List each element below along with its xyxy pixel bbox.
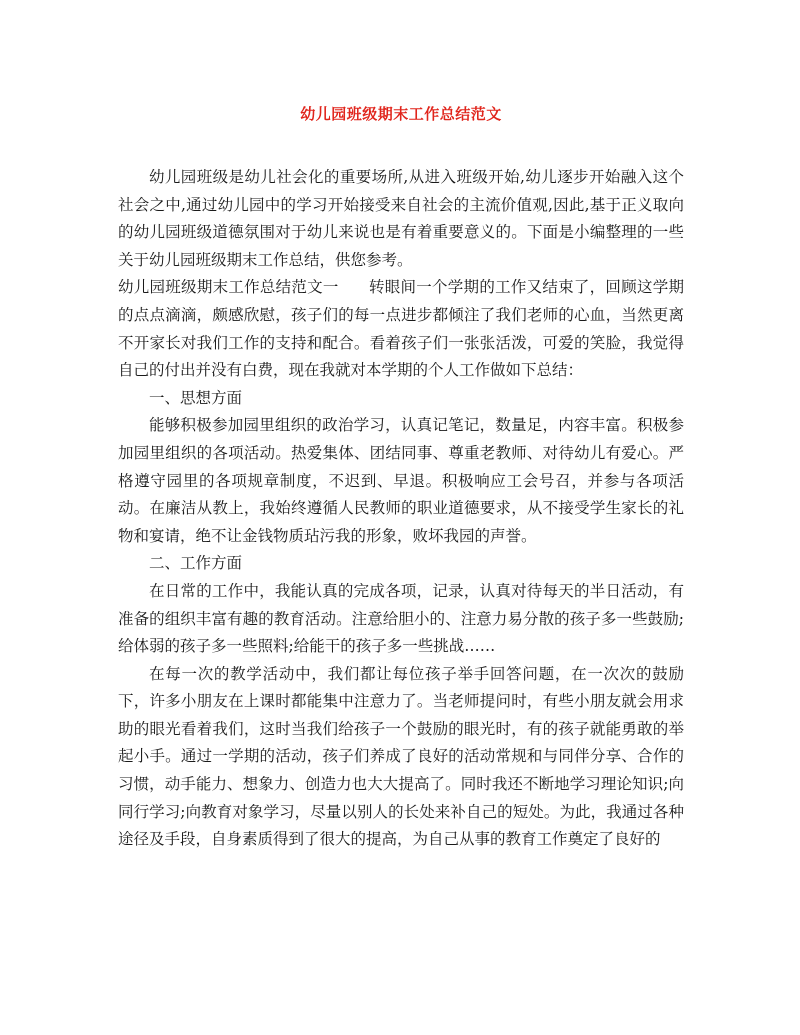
sample-label: 幼儿园班级期末工作总结范文一	[118, 278, 339, 297]
document-title: 幼儿园班级期末工作总结范文	[300, 105, 502, 123]
section-heading-thought: 一、思想方面	[149, 388, 243, 407]
sample-opening: 转眼间一个学期的工作又结束了，回顾这学期的点点滴滴，颇感欣慰，孩子们的每一点进步都倾注了我们老师的心血，当然更离不开家长对我们工作的支持和配合。看着孩子们一张张活泼，可爱的笑脸，我觉得自己的付出并没有白费，现在我就对本学期的个人工作做如下总结：	[118, 278, 684, 380]
section-body-work-2: 在每一次的教学活动中，我们都让每位孩子举手回答问题，在一次次的鼓励下，许多小朋友在上课时都能集中注意力了。当老师提问时，有些小朋友就会用求助的眼光看着我们，这时当我们给孩子一个鼓励的眼光时，有的孩子就能勇敢的举起小手。通过一学期的活动，孩子们养成了良好的活动常规和与同伴分享、合作的习惯，动手能力、想象力、创造力也大大提高了。同时我还不断地学习理论知识;向同行学习;向教育对象学习，尽量以别人的长处来补自己的短处。为此，我通过各种途径及手段，自身素质得到了很大的提高，为自己从事的教育工作奠定了良好的	[118, 664, 684, 849]
section-body-work-1: 在日常的工作中，我能认真的完成各项，记录，认真对待每天的半日活动，有准备的组织丰富有趣的教育活动。注意给胆小的、注意力易分散的孩子多一些鼓励;给体弱的孩子多一些照料;给能干的孩子多一些挑战……	[118, 581, 684, 656]
sample-paragraph	[118, 274, 684, 384]
document-page	[118, 104, 684, 854]
section-body-thought: 能够积极参加园里组织的政治学习，认真记笔记，数量足，内容丰富。积极参加园里组织的各项活动。热爱集体、团结同事、尊重老教师、对待幼儿有爱心。严格遵守园里的各项规章制度，不迟到、早退。积极响应工会号召，并参与各项活动。在廉洁从教上，我始终遵循人民教师的职业道德要求，从不接受学生家长的礼物和宴请，绝不让金钱物质玷污我的形象，败坏我园的声誉。	[118, 416, 684, 545]
section-heading-work: 二、工作方面	[149, 554, 243, 573]
intro-paragraph: 幼儿园班级是幼儿社会化的重要场所,从进入班级开始,幼儿逐步开始融入这个社会之中,通过幼儿园中的学习开始接受来自社会的主流价值观,因此,基于正义取向的幼儿园班级道德氛围对于幼儿来说也是有着重要意义的。下面是小编整理的一些关于幼儿园班级期末工作总结，供您参考。	[118, 168, 684, 269]
